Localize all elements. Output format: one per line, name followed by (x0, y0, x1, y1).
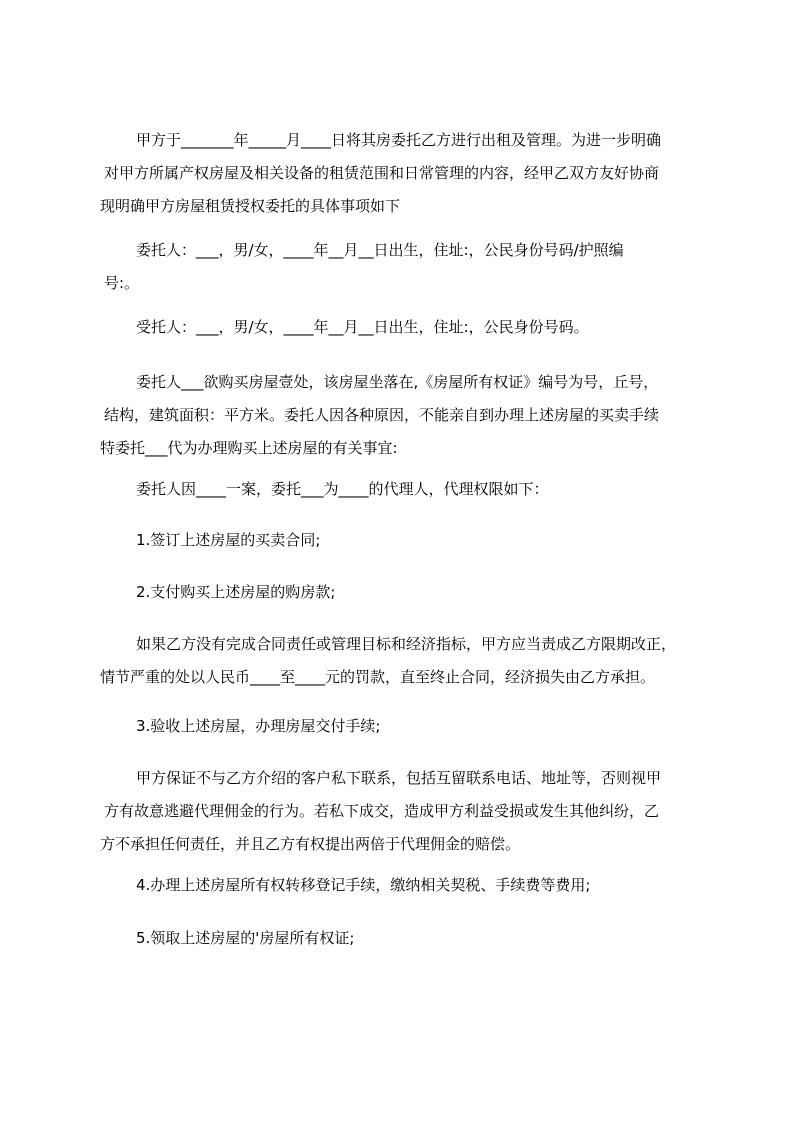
list-item-2 (100, 576, 710, 609)
text-line: 如果乙方没有完成合同责任或管理目标和经济指标，甲方应当责成乙方限期改正， (136, 635, 677, 653)
text-line: 甲方于_______年_____月____日将其房委托乙方进行出租及管理。为进一步明确 (136, 131, 662, 149)
text-line: 1.签订上述房屋的买卖合同; (136, 531, 321, 549)
text-line: 2.支付购买上述房屋的购房款; (136, 583, 336, 601)
text-line: 现明确甲方房屋租赁授权委托的具体事项如下 (100, 197, 401, 215)
text-line: 号:。 (104, 274, 140, 292)
text-line: 委托人：___，男/女，____年__月__日出生，住址:，公民身份号码/护照编 (136, 241, 624, 259)
paragraph-penalty (100, 628, 710, 694)
text-line: 情节严重的处以人民币____至____元的罚款，直至终止合同，经济损失由乙方承担。 (100, 668, 656, 686)
paragraph-entrustment-intro (100, 124, 710, 223)
text-line: 方有故意逃避代理佣金的行为。若私下成交，造成甲方利益受损或发生其他纠纷，乙 (104, 802, 660, 820)
paragraph-principal (100, 234, 710, 300)
list-item-1 (100, 524, 710, 557)
text-line: 结构，建筑面积：平方米。委托人因各种原因，不能亲自到办理上述房屋的买卖手续 (104, 406, 660, 424)
text-line: 特委托___代为办理购买上述房屋的有关事宜: (100, 439, 398, 457)
text-line: 对甲方所属产权房屋及相关设备的租赁范围和日常管理的内容，经甲乙双方友好协商 (104, 164, 660, 182)
list-item-3 (100, 710, 710, 743)
paragraph-agency-scope (100, 473, 710, 506)
list-item-4 (100, 869, 710, 902)
paragraph-agent (100, 311, 710, 344)
list-item-5 (100, 922, 710, 955)
paragraph-no-private-contact (100, 762, 710, 861)
text-line: 委托人因____一案，委托___为____的代理人，代理权限如下： (136, 480, 549, 498)
text-line: 方不承担任何责任，并且乙方有权提出两倍于代理佣金的赔偿。 (100, 835, 521, 853)
paragraph-house-purchase (100, 366, 710, 465)
text-line: 甲方保证不与乙方介绍的客户私下联系，包括互留联系电话、地址等，否则视甲 (136, 769, 662, 787)
text-line: 受托人：___，男/女，____年__月__日出生，住址:，公民身份号码。 (136, 318, 589, 336)
text-line: 委托人___欲购买房屋壹处，该房屋坐落在,《房屋所有权证》编号为号，丘号， (136, 373, 659, 391)
text-line: 4.办理上述房屋所有权转移登记手续，缴纳相关契税、手续费等费用; (136, 876, 591, 894)
text-line: 5.领取上述房屋的'房屋所有权证; (136, 929, 355, 947)
text-line: 3.验收上述房屋，办理房屋交付手续; (136, 717, 381, 735)
